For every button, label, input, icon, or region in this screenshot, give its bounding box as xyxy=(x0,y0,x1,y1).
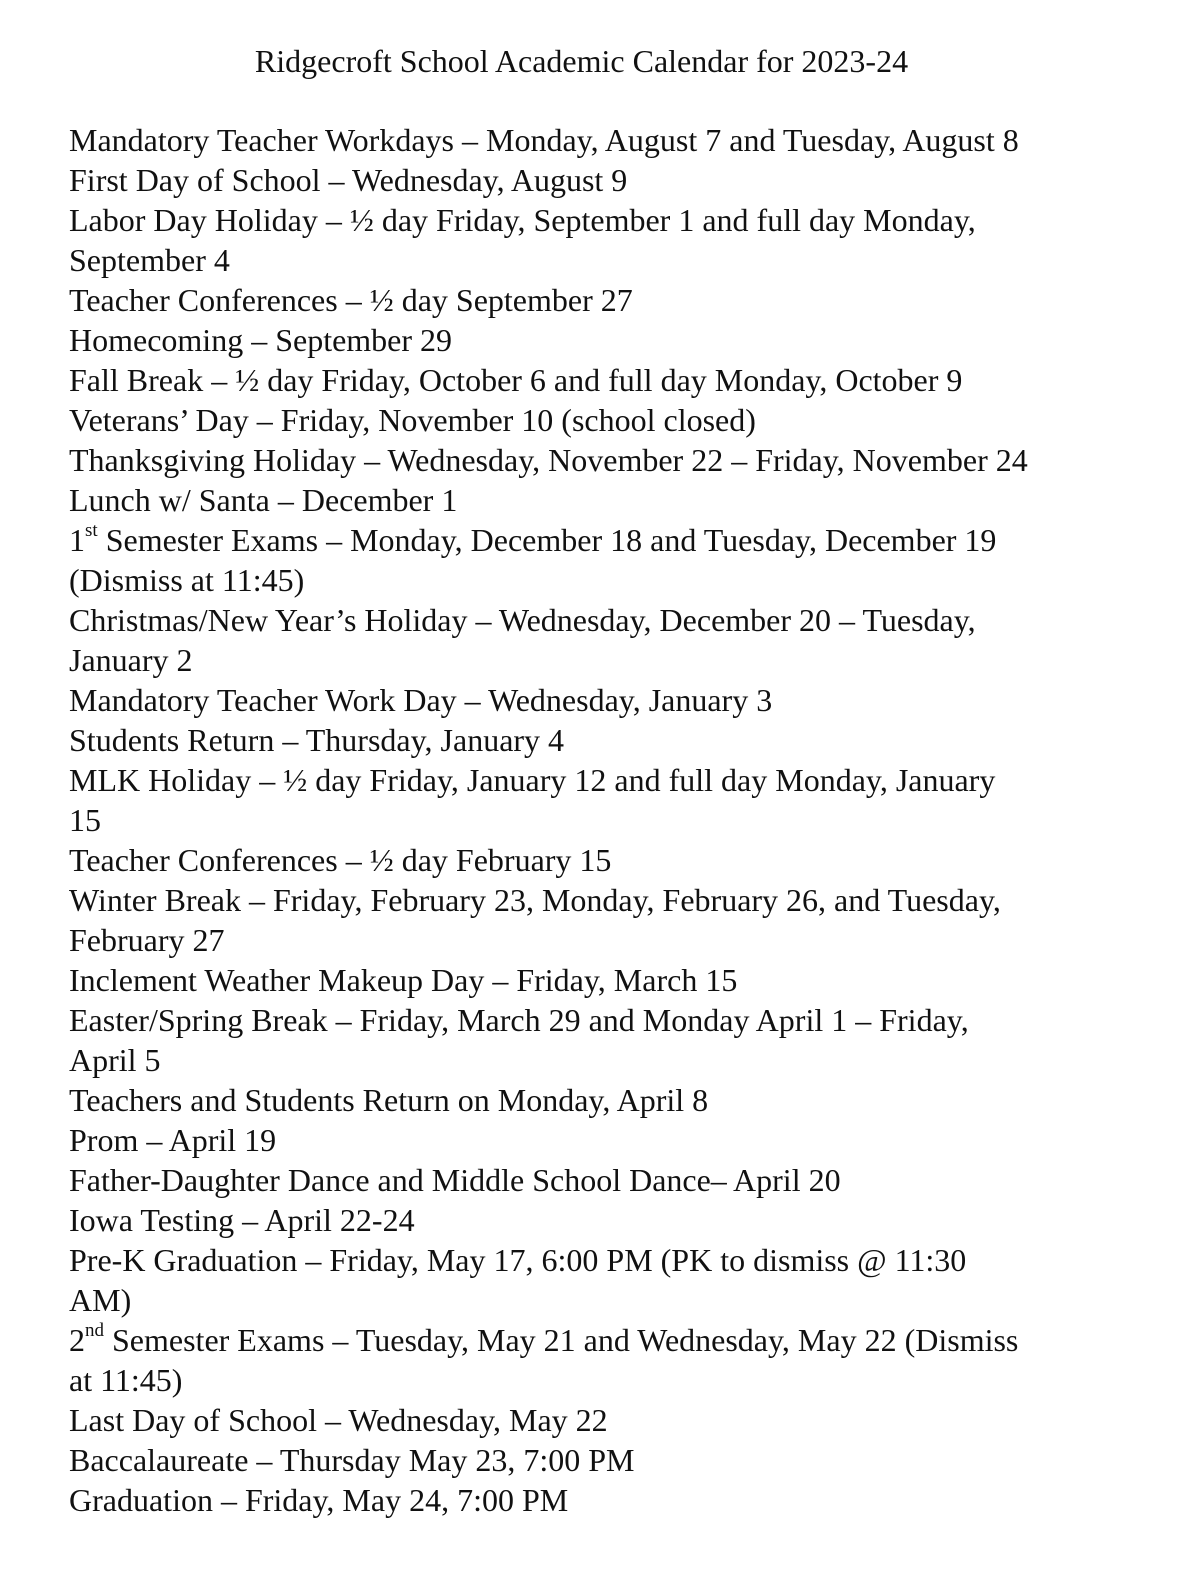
calendar-entry-line xyxy=(69,1360,1119,1400)
calendar-entry-line xyxy=(69,520,1119,560)
calendar-entry-line xyxy=(69,800,1119,840)
entry-text: Lunch w/ Santa – December 1 xyxy=(69,482,458,518)
entry-text: September 4 xyxy=(69,242,230,278)
calendar-entry xyxy=(69,1120,1119,1160)
entry-text: Labor Day Holiday – ½ day Friday, September 1 and full day Monday, xyxy=(69,202,976,238)
calendar-entry xyxy=(69,1400,1119,1440)
calendar-entry-line xyxy=(69,1480,1119,1520)
entry-text: 2 xyxy=(69,1322,85,1358)
calendar-entry-line xyxy=(69,1320,1119,1360)
calendar-entry-line xyxy=(69,760,1119,800)
calendar-entry-line xyxy=(69,840,1119,880)
entry-text: Semester Exams – Tuesday, May 21 and Wednesday, May 22 (Dismiss xyxy=(104,1322,1019,1358)
calendar-entry-line xyxy=(69,1000,1119,1040)
calendar-entry xyxy=(69,1240,1119,1320)
entry-text: at 11:45) xyxy=(69,1362,183,1398)
calendar-entry xyxy=(69,320,1119,360)
entry-text: (Dismiss at 11:45) xyxy=(69,562,305,598)
calendar-entry xyxy=(69,1160,1119,1200)
entry-text: 15 xyxy=(69,802,101,838)
entry-text: Teacher Conferences – ½ day September 27 xyxy=(69,282,633,318)
calendar-entry-line xyxy=(69,1280,1119,1320)
calendar-entry-line xyxy=(69,1120,1119,1160)
calendar-entry xyxy=(69,1440,1119,1480)
calendar-entry-line xyxy=(69,480,1119,520)
entry-text: Baccalaureate – Thursday May 23, 7:00 PM xyxy=(69,1442,635,1478)
entry-text: Mandatory Teacher Workdays – Monday, August 7 and Tuesday, August 8 xyxy=(69,122,1019,158)
calendar-entry-line xyxy=(69,1040,1119,1080)
calendar-entry-line xyxy=(69,360,1119,400)
calendar-entry-line xyxy=(69,1240,1119,1280)
entry-text: Prom – April 19 xyxy=(69,1122,277,1158)
calendar-entry-line xyxy=(69,1160,1119,1200)
entry-text: Christmas/New Year’s Holiday – Wednesday, December 20 – Tuesday, xyxy=(69,602,976,638)
calendar-entry-line xyxy=(69,960,1119,1000)
calendar-entry-line xyxy=(69,600,1119,640)
calendar-entry-line xyxy=(69,200,1119,240)
calendar-entry xyxy=(69,200,1119,280)
calendar-entry xyxy=(69,480,1119,520)
entry-text: 1 xyxy=(69,522,85,558)
calendar-entry-line xyxy=(69,240,1119,280)
entry-text: Easter/Spring Break – Friday, March 29 and Monday April 1 – Friday, xyxy=(69,1002,969,1038)
entry-text: First Day of School – Wednesday, August 9 xyxy=(69,162,628,198)
calendar-entry xyxy=(69,120,1119,160)
calendar-entry-line xyxy=(69,680,1119,720)
calendar-entry xyxy=(69,1200,1119,1240)
calendar-entry xyxy=(69,600,1119,680)
calendar-entry xyxy=(69,960,1119,1000)
ordinal-suffix: nd xyxy=(85,1320,104,1342)
calendar-entry xyxy=(69,680,1119,720)
calendar-entry xyxy=(69,440,1119,480)
entry-text: Semester Exams – Monday, December 18 and Tuesday, December 19 xyxy=(97,522,997,558)
calendar-entry xyxy=(69,400,1119,440)
calendar-entry xyxy=(69,840,1119,880)
calendar-entry xyxy=(69,880,1119,960)
entry-text: Father-Daughter Dance and Middle School Dance– April 20 xyxy=(69,1162,841,1198)
calendar-entry-line xyxy=(69,640,1119,680)
entry-text: Last Day of School – Wednesday, May 22 xyxy=(69,1402,608,1438)
entry-text: Veterans’ Day – Friday, November 10 (school closed) xyxy=(69,402,756,438)
calendar-entry-list xyxy=(69,120,1119,1520)
calendar-entry-line xyxy=(69,1080,1119,1120)
entry-text: Mandatory Teacher Work Day – Wednesday, January 3 xyxy=(69,682,773,718)
calendar-entry xyxy=(69,760,1119,840)
entry-text: Teachers and Students Return on Monday, April 8 xyxy=(69,1082,709,1118)
calendar-entry xyxy=(69,1320,1119,1400)
ordinal-suffix: st xyxy=(85,520,98,542)
calendar-entry-line xyxy=(69,160,1119,200)
entry-text: Graduation – Friday, May 24, 7:00 PM xyxy=(69,1482,569,1518)
entry-text: Students Return – Thursday, January 4 xyxy=(69,722,565,758)
entry-text: AM) xyxy=(69,1282,132,1318)
calendar-entry xyxy=(69,720,1119,760)
calendar-entry xyxy=(69,1480,1119,1520)
calendar-entry-line xyxy=(69,280,1119,320)
calendar-entry xyxy=(69,520,1119,600)
calendar-entry xyxy=(69,160,1119,200)
entry-text: April 5 xyxy=(69,1042,161,1078)
document-title: Ridgecroft School Academic Calendar for 2023-24 xyxy=(254,43,909,79)
calendar-entry-line xyxy=(69,920,1119,960)
entry-text: Pre-K Graduation – Friday, May 17, 6:00 PM (PK to dismiss @ 11:30 xyxy=(69,1242,967,1278)
calendar-entry xyxy=(69,360,1119,400)
entry-text: Iowa Testing – April 22-24 xyxy=(69,1202,415,1238)
calendar-entry-line xyxy=(69,720,1119,760)
entry-text: January 2 xyxy=(69,642,193,678)
calendar-entry-line xyxy=(69,120,1119,160)
calendar-entry-line xyxy=(69,560,1119,600)
entry-text: February 27 xyxy=(69,922,225,958)
calendar-entry-line xyxy=(69,1400,1119,1440)
entry-text: Winter Break – Friday, February 23, Monday, February 26, and Tuesday, xyxy=(69,882,1001,918)
entry-text: Homecoming – September 29 xyxy=(69,322,453,358)
calendar-entry-line xyxy=(69,400,1119,440)
entry-text: Thanksgiving Holiday – Wednesday, November 22 – Friday, November 24 xyxy=(69,442,1028,478)
calendar-entry xyxy=(69,280,1119,320)
entry-text: MLK Holiday – ½ day Friday, January 12 and full day Monday, January xyxy=(69,762,996,798)
entry-text: Teacher Conferences – ½ day February 15 xyxy=(69,842,612,878)
calendar-entry-line xyxy=(69,320,1119,360)
calendar-entry xyxy=(69,1000,1119,1080)
calendar-entry-line xyxy=(69,1440,1119,1480)
calendar-entry-line xyxy=(69,440,1119,480)
calendar-entry-line xyxy=(69,880,1119,920)
calendar-entry-line xyxy=(69,1200,1119,1240)
entry-text: Inclement Weather Makeup Day – Friday, March 15 xyxy=(69,962,738,998)
entry-text: Fall Break – ½ day Friday, October 6 and full day Monday, October 9 xyxy=(69,362,963,398)
calendar-entry xyxy=(69,1080,1119,1120)
